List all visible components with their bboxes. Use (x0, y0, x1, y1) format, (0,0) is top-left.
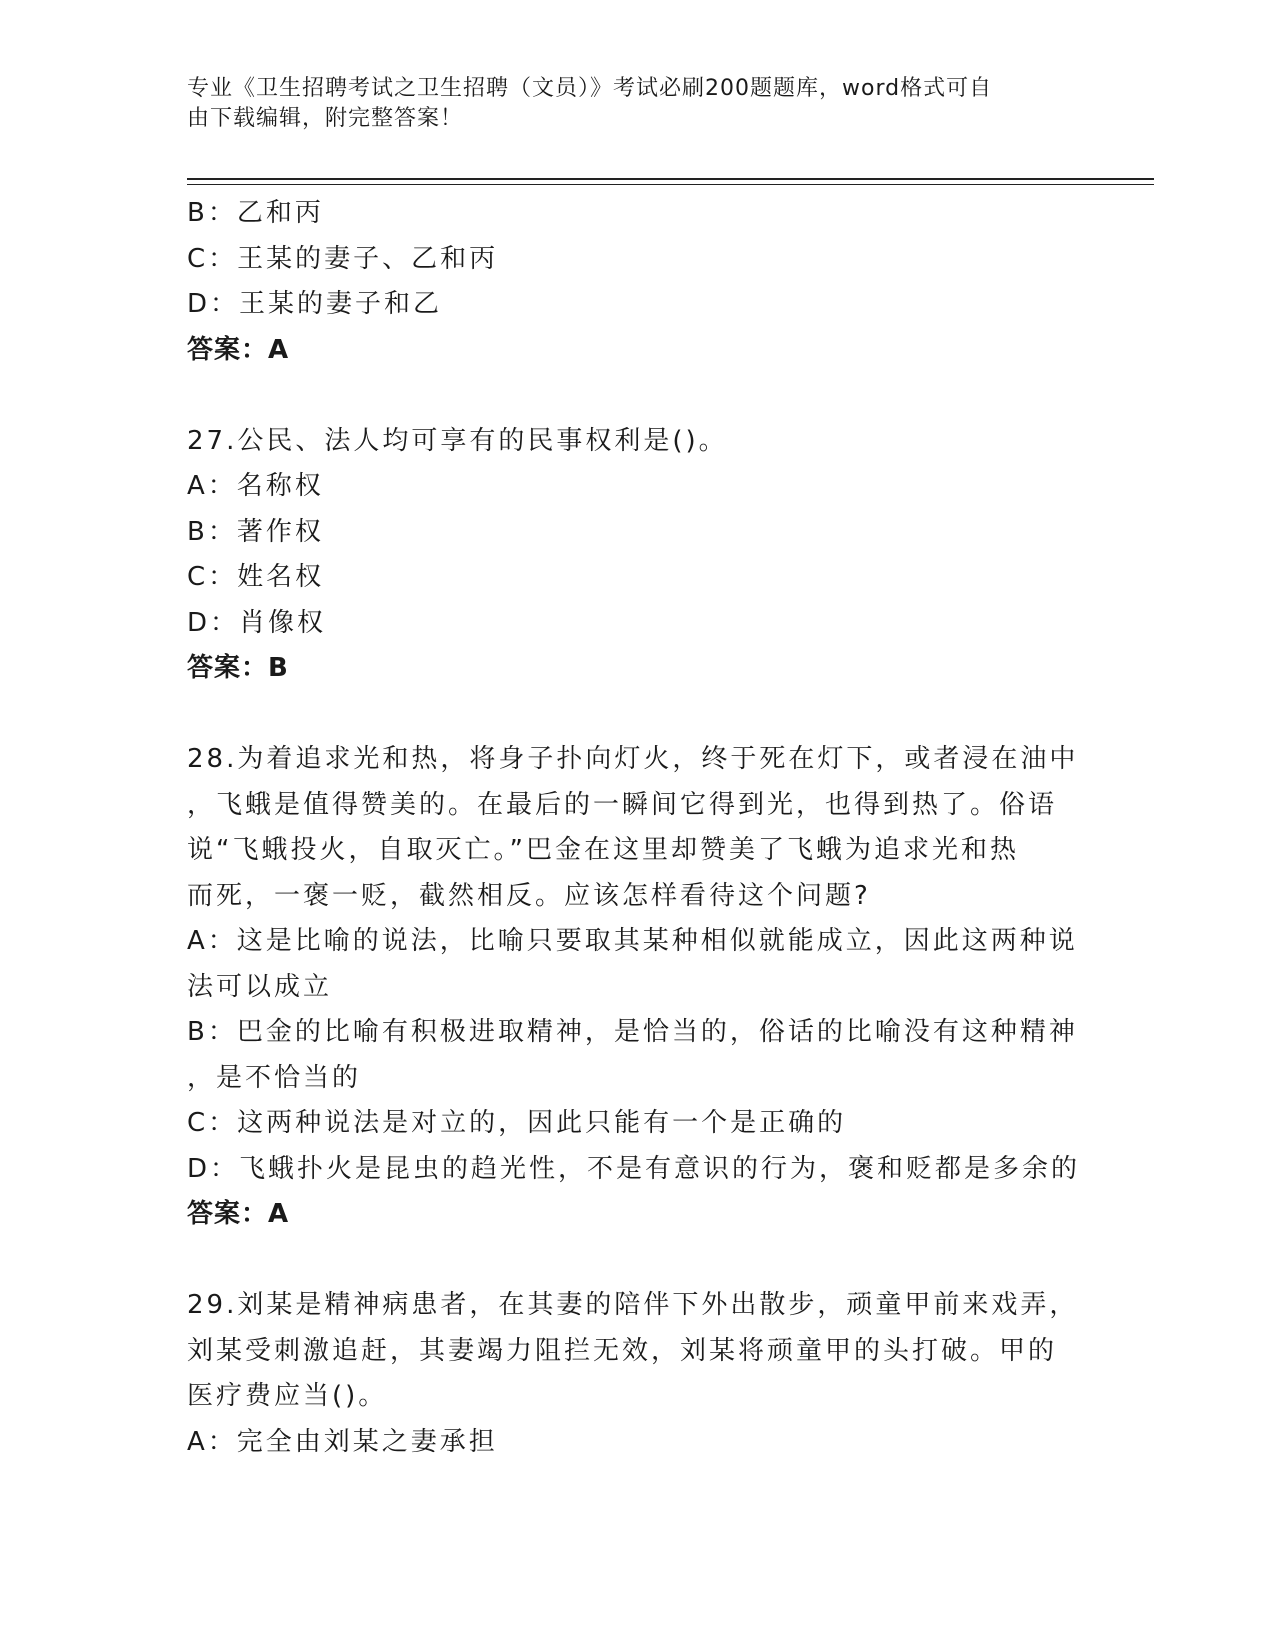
header-divider-thin (187, 184, 1154, 185)
option-b: B：巴金的比喻有积极进取精神，是恰当的，俗话的比喻没有这种精神 (187, 1017, 1078, 1047)
question-text: 29.刘某是精神病患者，在其妻的陪伴下外出散步，顽童甲前来戏弄， (187, 1290, 1079, 1320)
option-c: C：姓名权 (187, 562, 325, 592)
question-text: 医疗费应当()。 (187, 1381, 388, 1411)
question-text: 而死，一褒一贬，截然相反。应该怎样看待这个问题? (187, 880, 871, 911)
option-a: A：名称权 (187, 471, 324, 501)
option-d: D：王某的妻子和乙 (187, 289, 443, 319)
question-26 (187, 191, 1087, 373)
question-text: 28.为着追求光和热，将身子扑向灯火，终于死在灯下，或者浸在油中 (187, 744, 1079, 774)
spacer (187, 692, 1087, 738)
option-d: D：飞蛾扑火是昆虫的趋光性，不是有意识的行为，褒和贬都是多余的 (187, 1153, 1081, 1184)
option-b: B：乙和丙 (187, 198, 324, 228)
question-text: ，飞蛾是值得赞美的。在最后的一瞬间它得到光，也得到热了。俗语 (187, 789, 1058, 820)
option-b: B：著作权 (187, 516, 324, 547)
option-d: D：肖像权 (187, 607, 327, 638)
option-b-continued: ，是不恰当的 (187, 1062, 362, 1093)
question-29 (187, 1283, 1087, 1465)
option-c: C：这两种说法是对立的，因此只能有一个是正确的 (187, 1108, 847, 1138)
page-header (187, 74, 1067, 134)
question-text: 说“飞蛾投火，自取灭亡。”巴金在这里却赞美了飞蛾为追求光和热 (187, 835, 1019, 865)
answer-label: 答案：B (187, 653, 289, 683)
option-c: C：王某的妻子、乙和丙 (187, 243, 499, 274)
question-text: 27.公民、法人均可享有的民事权利是()。 (187, 425, 728, 456)
header-line-1: 专业《卫生招聘考试之卫生招聘（文员）》考试必刷200题题库，word格式可自 (187, 76, 993, 101)
header-divider-thick (187, 178, 1154, 180)
option-a: A：完全由刘某之妻承担 (187, 1426, 498, 1457)
option-a: A：这是比喻的说法，比喻只要取其某种相似就能成立，因此这两种说 (187, 926, 1078, 956)
spacer (187, 1238, 1087, 1284)
option-a-continued: 法可以成立 (187, 971, 333, 1002)
answer-label: 答案：A (187, 1199, 290, 1229)
question-28 (187, 737, 1087, 1238)
question-text: 刘某受刺激追赶，其妻竭力阻拦无效，刘某将顽童甲的头打破。甲的 (187, 1335, 1058, 1366)
question-list (187, 191, 1087, 1465)
answer-label: 答案：A (187, 334, 290, 365)
spacer (187, 373, 1087, 419)
question-27 (187, 419, 1087, 692)
header-line-2: 由下载编辑，附完整答案！ (187, 106, 464, 131)
